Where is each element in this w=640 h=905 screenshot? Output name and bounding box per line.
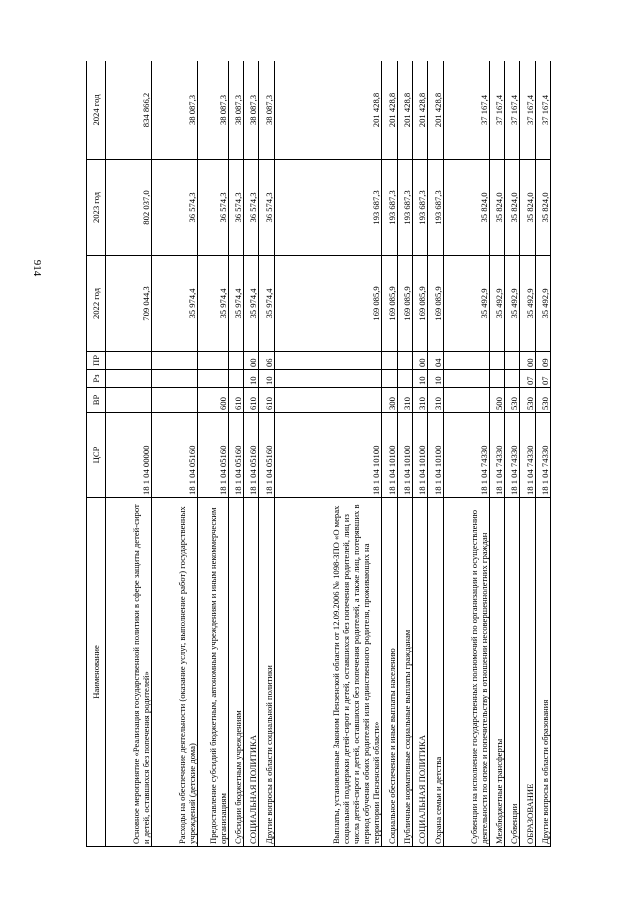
table-row	[382, 61, 397, 847]
row-2022: 35 974,4	[244, 256, 259, 352]
row-name: Субсидии бюджетным учреждениям	[228, 498, 243, 847]
row-pr: 09	[535, 352, 550, 370]
table-row	[489, 61, 504, 847]
row-rz	[274, 370, 381, 388]
row-csr: 18 1 04 74330	[443, 413, 489, 498]
row-pr: 00	[244, 352, 259, 370]
row-2022: 169 085,9	[274, 256, 381, 352]
row-2023: 36 574,3	[228, 160, 243, 256]
row-rz: 07	[535, 370, 550, 388]
row-rz	[443, 370, 489, 388]
row-pr	[106, 352, 152, 370]
row-csr: 18 1 04 74330	[535, 413, 550, 498]
row-rz	[504, 370, 519, 388]
table-row	[106, 61, 152, 847]
row-vr	[443, 388, 489, 413]
row-name: СОЦИАЛЬНАЯ ПОЛИТИКА	[412, 498, 427, 847]
row-2022: 169 085,9	[428, 256, 443, 352]
row-2022: 169 085,9	[412, 256, 427, 352]
row-vr: 310	[412, 388, 427, 413]
row-name: Субвенции на исполнение государственных полномочий по организации и осуществлению деятельности по опеке и попечительству в отношении несовершеннолетних граждан	[443, 498, 489, 847]
row-2023: 35 824,0	[504, 160, 519, 256]
row-rz	[198, 370, 229, 388]
row-2022: 169 085,9	[382, 256, 397, 352]
row-vr: 310	[397, 388, 412, 413]
row-name: Расходы на обеспечение деятельности (оказание услуг, выполнение работ) государственных учреждений (детские дома)	[152, 498, 198, 847]
row-vr: 500	[489, 388, 504, 413]
row-name: ОБРАЗОВАНИЕ	[520, 498, 535, 847]
row-2023: 193 687,3	[274, 160, 381, 256]
table-row	[520, 61, 535, 847]
row-2023: 802 037,0	[106, 160, 152, 256]
row-2023: 36 574,3	[198, 160, 229, 256]
row-2024: 38 087,3	[228, 61, 243, 160]
row-vr: 610	[228, 388, 243, 413]
row-2023: 36 574,3	[244, 160, 259, 256]
row-2023: 36 574,3	[152, 160, 198, 256]
row-vr	[106, 388, 152, 413]
row-2022: 35 492,9	[520, 256, 535, 352]
row-2022: 35 974,4	[152, 256, 198, 352]
row-2024: 38 087,3	[152, 61, 198, 160]
table-row	[397, 61, 412, 847]
row-2022: 35 492,9	[535, 256, 550, 352]
table-row	[259, 61, 274, 847]
header-csr: ЦСР	[87, 413, 106, 498]
page-number: 914	[31, 259, 43, 277]
row-rz: 10	[244, 370, 259, 388]
row-2023: 36 574,3	[259, 160, 274, 256]
header-name: Наименование	[87, 498, 106, 847]
row-name: СОЦИАЛЬНАЯ ПОЛИТИКА	[244, 498, 259, 847]
row-rz: 10	[259, 370, 274, 388]
budget-table	[86, 61, 551, 847]
row-rz: 10	[428, 370, 443, 388]
row-2024: 38 087,3	[244, 61, 259, 160]
row-csr: 18 1 04 74330	[489, 413, 504, 498]
row-pr: 04	[428, 352, 443, 370]
row-vr: 530	[520, 388, 535, 413]
row-2022: 35 492,9	[443, 256, 489, 352]
row-csr: 18 1 04 10100	[397, 413, 412, 498]
row-pr	[382, 352, 397, 370]
row-2024: 38 087,3	[259, 61, 274, 160]
row-vr: 600	[198, 388, 229, 413]
header-pr: ПР	[87, 352, 106, 370]
row-rz	[106, 370, 152, 388]
table-row	[198, 61, 229, 847]
row-2024: 37 167,4	[489, 61, 504, 160]
row-csr: 18 1 04 74330	[520, 413, 535, 498]
row-csr: 18 1 04 10100	[412, 413, 427, 498]
row-name: Социальное обеспечение и иные выплаты населению	[382, 498, 397, 847]
row-pr	[228, 352, 243, 370]
row-csr: 18 1 04 74330	[504, 413, 519, 498]
row-pr: 06	[259, 352, 274, 370]
row-csr: 18 1 04 05160	[259, 413, 274, 498]
row-csr: 18 1 04 05160	[152, 413, 198, 498]
row-2023: 193 687,3	[412, 160, 427, 256]
row-csr: 18 1 04 05160	[244, 413, 259, 498]
row-rz: 07	[520, 370, 535, 388]
row-pr: 00	[520, 352, 535, 370]
row-2023: 193 687,3	[428, 160, 443, 256]
row-rz: 10	[412, 370, 427, 388]
header-rz: Рз	[87, 370, 106, 388]
row-vr	[274, 388, 381, 413]
row-2024: 201 428,8	[274, 61, 381, 160]
row-vr: 300	[382, 388, 397, 413]
table-row	[228, 61, 243, 847]
row-pr	[504, 352, 519, 370]
row-vr	[152, 388, 198, 413]
row-name: Предоставление субсидий бюджетным, автономным учреждениям и иным некоммерческим организациям	[198, 498, 229, 847]
row-2023: 35 824,0	[535, 160, 550, 256]
row-2024: 38 087,3	[198, 61, 229, 160]
row-csr: 18 1 04 00000	[106, 413, 152, 498]
table-row	[244, 61, 259, 847]
table-row	[428, 61, 443, 847]
header-vr: ВР	[87, 388, 106, 413]
header-2022: 2022 год	[87, 256, 106, 352]
row-rz	[397, 370, 412, 388]
row-2022: 169 085,9	[397, 256, 412, 352]
row-rz	[228, 370, 243, 388]
row-2023: 193 687,3	[382, 160, 397, 256]
row-2023: 35 824,0	[443, 160, 489, 256]
row-2024: 201 428,8	[397, 61, 412, 160]
row-csr: 18 1 04 10100	[382, 413, 397, 498]
row-pr: 00	[412, 352, 427, 370]
table-row	[274, 61, 381, 847]
row-2022: 35 974,4	[259, 256, 274, 352]
row-name: Выплаты, установленные Законом Пензенской области от 12.09.2006 № 1098-ЗПО «О мерах социальной поддержки детей-сирот и детей, оставшихся без попечения родителей, лиц из числа детей-сирот и детей, оставшихся без попечения родителей, а также лиц, потерявших в период обучения обоих родителей или единственного родителя, проживающих на территории Пензенской области»	[274, 498, 381, 847]
row-pr	[274, 352, 381, 370]
row-2024: 201 428,8	[412, 61, 427, 160]
row-2022: 35 974,4	[198, 256, 229, 352]
header-2024: 2024 год	[87, 61, 106, 160]
row-2023: 35 824,0	[520, 160, 535, 256]
row-csr: 18 1 04 10100	[428, 413, 443, 498]
table-container	[86, 61, 551, 847]
row-name: Охрана семьи и детства	[428, 498, 443, 847]
header-row	[87, 61, 106, 847]
row-2024: 37 167,4	[520, 61, 535, 160]
row-2024: 201 428,8	[382, 61, 397, 160]
row-vr: 530	[535, 388, 550, 413]
row-pr	[443, 352, 489, 370]
row-vr: 310	[428, 388, 443, 413]
row-pr	[152, 352, 198, 370]
row-vr: 610	[244, 388, 259, 413]
table-row	[504, 61, 519, 847]
row-pr	[489, 352, 504, 370]
row-2024: 834 866,2	[106, 61, 152, 160]
row-csr: 18 1 04 05160	[228, 413, 243, 498]
row-2024: 37 167,4	[443, 61, 489, 160]
row-2022: 35 492,9	[489, 256, 504, 352]
row-name: Другие вопросы в области образования	[535, 498, 550, 847]
row-name: Субвенции	[504, 498, 519, 847]
table-row	[412, 61, 427, 847]
row-2023: 193 687,3	[397, 160, 412, 256]
row-2022: 709 044,3	[106, 256, 152, 352]
table-row	[443, 61, 489, 847]
header-2023: 2023 год	[87, 160, 106, 256]
row-pr	[198, 352, 229, 370]
row-rz	[152, 370, 198, 388]
row-vr: 530	[504, 388, 519, 413]
table-row	[152, 61, 198, 847]
row-2022: 35 492,9	[504, 256, 519, 352]
row-csr: 18 1 04 05160	[198, 413, 229, 498]
row-rz	[382, 370, 397, 388]
row-2024: 37 167,4	[504, 61, 519, 160]
row-rz	[489, 370, 504, 388]
row-name: Другие вопросы в области социальной политики	[259, 498, 274, 847]
row-2024: 201 428,8	[428, 61, 443, 160]
row-name: Основное мероприятие «Реализация государственной политики в сфере защиты детей-сирот и детей, оставшихся без попечения родителей»	[106, 498, 152, 847]
row-pr	[397, 352, 412, 370]
row-csr: 18 1 04 10100	[274, 413, 381, 498]
row-name: Публичные нормативные социальные выплаты гражданам	[397, 498, 412, 847]
row-2024: 37 167,4	[535, 61, 550, 160]
table-row	[535, 61, 550, 847]
row-vr: 610	[259, 388, 274, 413]
row-2023: 35 824,0	[489, 160, 504, 256]
row-2022: 35 974,4	[228, 256, 243, 352]
row-name: Межбюджетные трансферты	[489, 498, 504, 847]
